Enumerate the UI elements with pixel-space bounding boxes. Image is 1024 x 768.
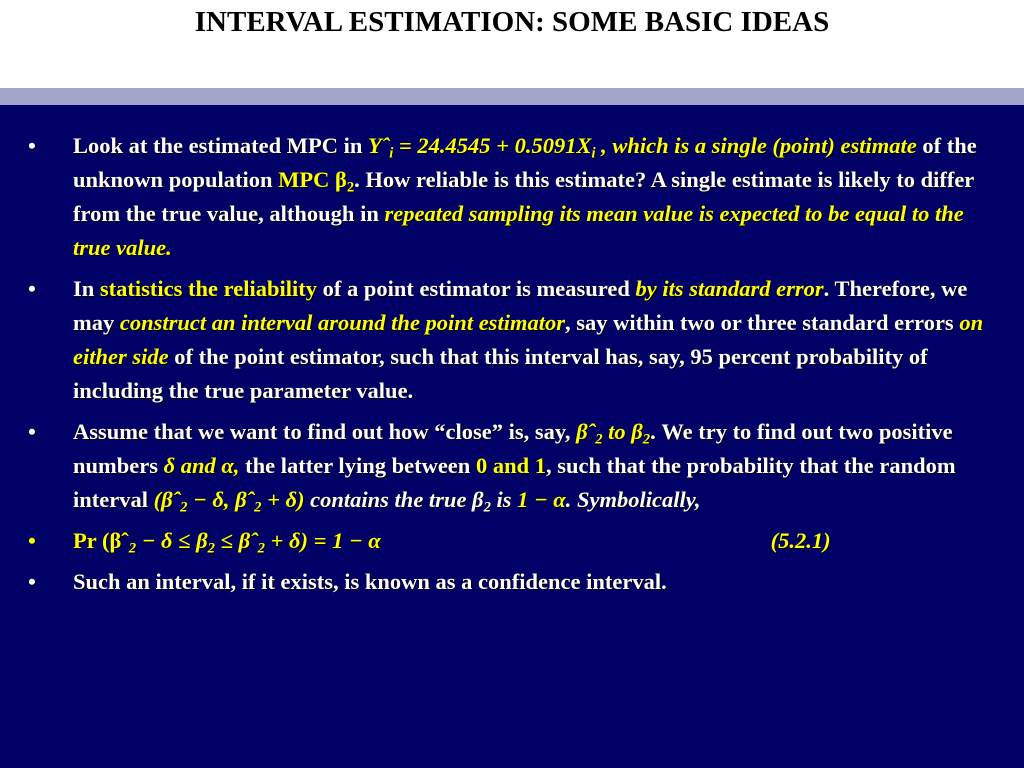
subscript: 2 xyxy=(642,431,651,448)
bullet-list xyxy=(28,129,1003,606)
text: . Therefore, we may xyxy=(73,276,968,335)
highlight-text: on either side xyxy=(73,310,984,369)
italic-text: is xyxy=(490,487,518,512)
text: In xyxy=(73,276,100,301)
bullet-icon: • xyxy=(28,133,36,158)
highlight-text: by its standard error xyxy=(635,276,824,301)
bullet-item-point-estimate xyxy=(28,129,1003,265)
italic-text xyxy=(304,487,518,516)
highlight-text: + δ) xyxy=(261,487,305,512)
highlight-text xyxy=(278,167,355,196)
subscript: 2 xyxy=(180,499,188,516)
bullet-item-closeness xyxy=(28,415,1003,517)
highlight-text: (βˆ xyxy=(153,487,181,512)
subscript: 2 xyxy=(128,540,137,557)
equation-text: + δ) = 1 − α xyxy=(264,528,381,553)
highlight-text xyxy=(153,487,305,516)
bullet-item-reliability xyxy=(28,272,1003,408)
text: the latter lying between xyxy=(239,453,476,478)
bullet-icon: • xyxy=(28,419,36,444)
bullet-icon: • xyxy=(28,276,36,301)
italic-text: contains the true β xyxy=(304,487,484,512)
text: Assume that we want to find out how “close” is, say, xyxy=(73,419,577,444)
text: of a point estimator is measured xyxy=(316,276,636,301)
highlight-text: − δ, βˆ xyxy=(187,487,255,512)
subscript: 2 xyxy=(346,179,355,196)
subscript: i xyxy=(389,145,394,162)
highlight-text: to β xyxy=(602,419,643,444)
text: of the point estimator, such that this interval has, say, 95 percent probability of including the true parameter value. xyxy=(73,344,928,403)
subscript: 2 xyxy=(257,540,265,557)
text: , say within two or three standard errors xyxy=(564,310,960,335)
bullet-icon: • xyxy=(28,569,36,594)
title-area xyxy=(0,0,1024,88)
subscript: 2 xyxy=(254,499,262,516)
highlight-text: βˆ xyxy=(576,419,596,444)
subscript: 2 xyxy=(595,431,603,448)
highlight-text: repeated sampling its mean value is expected to be equal to the true value. xyxy=(73,201,964,260)
subscript: i xyxy=(591,145,596,162)
text: . We try to find out two positive numbers xyxy=(73,419,953,478)
text: Look at the estimated MPC in xyxy=(73,133,368,158)
highlight-text: 1 − α xyxy=(517,487,566,512)
highlight-text: statistics the reliability xyxy=(99,276,317,301)
highlight-text: construct an interval around the point estimator xyxy=(119,310,565,335)
equation-number: (5.2.1) xyxy=(770,528,831,553)
slide-title: INTERVAL ESTIMATION: SOME BASIC IDEAS xyxy=(194,6,830,38)
bullet-item-equation xyxy=(28,524,1003,558)
highlight-text: MPC β xyxy=(278,167,347,192)
highlight-text xyxy=(367,133,917,162)
subscript: 2 xyxy=(207,540,215,557)
equation-text: − δ ≤ β xyxy=(136,528,208,553)
bullet-icon: • xyxy=(28,528,36,553)
highlight-text: Yˆ xyxy=(367,133,390,158)
text: . How reliable is this estimate? A single estimate is likely to differ from the true value, although in xyxy=(73,167,974,226)
highlight-text: δ and α, xyxy=(163,453,240,478)
equation-text: Pr (βˆ xyxy=(73,528,129,553)
highlight-text: 0 and 1 xyxy=(475,453,546,478)
highlight-text: = 24.4545 + 0.5091X xyxy=(393,133,592,158)
highlight-text: , which is a single (point) estimate xyxy=(595,133,917,158)
equation xyxy=(73,528,381,557)
text: of the unknown population xyxy=(73,133,977,192)
slide-body xyxy=(0,105,1024,768)
title-divider xyxy=(0,88,1024,105)
text: Such an interval, if it exists, is known as a confidence interval. xyxy=(73,569,667,594)
text: , such that the probability that the random interval xyxy=(73,453,956,512)
italic-text: . Symbolically, xyxy=(565,487,701,512)
subscript: 2 xyxy=(483,499,491,516)
equation-text: ≤ βˆ xyxy=(214,528,258,553)
bullet-item-confidence-interval xyxy=(28,565,1003,599)
highlight-text xyxy=(576,419,651,448)
